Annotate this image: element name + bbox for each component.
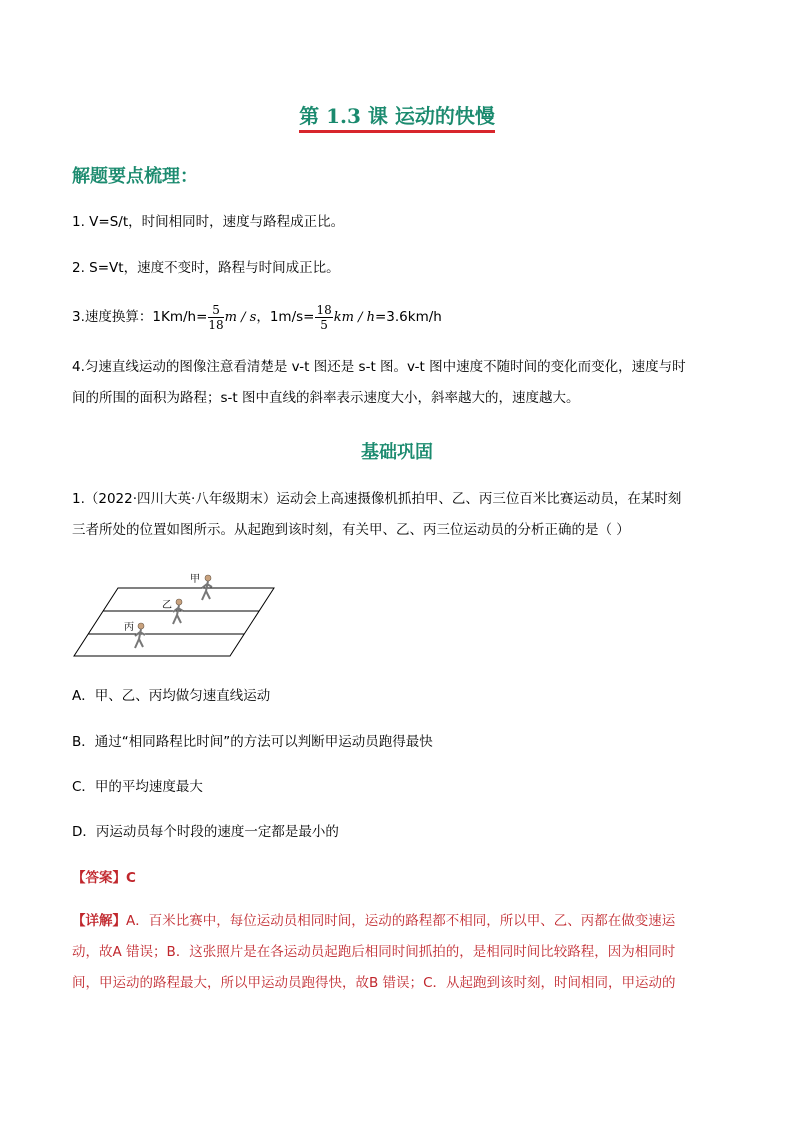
detail-block	[72, 906, 742, 999]
detail-text: 错误；	[378, 975, 424, 991]
detail-line-2	[72, 937, 742, 968]
fraction-5-18	[208, 303, 223, 332]
point-3	[72, 300, 442, 335]
runner-bing	[135, 623, 145, 648]
detail-text: ．百米比赛中，每位运动员相同时间，运动的路程都不相同，所以甲、乙、丙都在做变速运	[135, 913, 676, 929]
detail-text: B	[369, 975, 379, 991]
answer-value: C	[126, 870, 136, 886]
point-2: 2. S=Vt，速度不变时，路程与时间成正比。	[72, 260, 340, 276]
point-4	[72, 352, 732, 414]
page-title-text: 第 1.3 课 运动的快慢	[299, 104, 495, 133]
section-heading-basic: 基础巩固	[361, 442, 433, 463]
fraction-18-5	[315, 303, 332, 332]
option-a: A．甲、乙、丙均做匀速直线运动	[72, 688, 271, 704]
point-4-line-1: 4.匀速直线运动的图像注意看清楚是 v-t 图还是 s-t 图。v-t 图中速度不随时间的变化而变化，速度与时	[72, 359, 686, 375]
point-4-line-2: 间的所围的面积为路程；s-t 图中直线的斜率表示速度大小，斜率越大的，速度越大。	[72, 390, 580, 406]
fraction-numerator: 5	[208, 303, 223, 318]
label-yi: 乙	[162, 600, 172, 611]
detail-text: C	[423, 975, 433, 991]
point-3-suffix: =3.6km/h	[374, 309, 442, 325]
detail-line-3	[72, 968, 742, 999]
detail-text: 间，甲运动的路程最大，所以甲运动员跑得快，故	[72, 975, 369, 991]
detail-text: A	[126, 913, 136, 929]
option-d: D．丙运动员每个时段的速度一定都是最小的	[72, 824, 339, 840]
point-1: 1. V=S/t，时间相同时，速度与路程成正比。	[72, 214, 345, 230]
detail-text: A	[112, 944, 122, 960]
point-3-prefix: 3.速度换算：1Km/h=	[72, 309, 208, 325]
unit-ms: m / s	[224, 310, 257, 325]
unit-kmh: km / h	[333, 310, 375, 325]
detail-text: ．从起跑到该时刻，时间相同，甲运动的	[432, 975, 676, 991]
detail-text: B	[166, 944, 176, 960]
question-stem	[72, 484, 732, 546]
detail-line-1	[72, 906, 742, 937]
option-b: B．通过“相同路程比时间”的方法可以判断甲运动员跑得最快	[72, 734, 433, 750]
fraction-numerator: 18	[316, 302, 332, 317]
point-3-mid: ，1m/s=	[256, 309, 315, 325]
page-title	[0, 100, 794, 129]
detail-text: ．这张照片是在各运动员起跑后相同时间抓拍的，是相同时间比较路程，因为相同时	[175, 944, 676, 960]
label-jia: 甲	[190, 574, 200, 585]
fraction-denominator: 18	[208, 317, 224, 332]
question-line-1: 1.（2022·四川大英·八年级期末）运动会上高速摄像机抓拍甲、乙、丙三位百米比赛运动员，在某时刻	[72, 491, 682, 507]
detail-text: 动，故	[72, 944, 113, 960]
fraction-denominator: 5	[320, 317, 328, 332]
label-bing: 丙	[124, 622, 134, 633]
option-c: C．甲的平均速度最大	[72, 779, 203, 795]
answer-block	[72, 866, 136, 886]
detail-text: 错误；	[121, 944, 167, 960]
section-heading-points: 解题要点梳理：	[72, 166, 198, 187]
race-track-figure	[72, 570, 282, 662]
detail-label: 【详解】	[72, 913, 126, 929]
answer-label: 【答案】	[72, 870, 126, 886]
question-line-2: 三者所处的位置如图所示。从起跑到该时刻，有关甲、乙、丙三位运动员的分析正确的是（ ）	[72, 522, 630, 538]
